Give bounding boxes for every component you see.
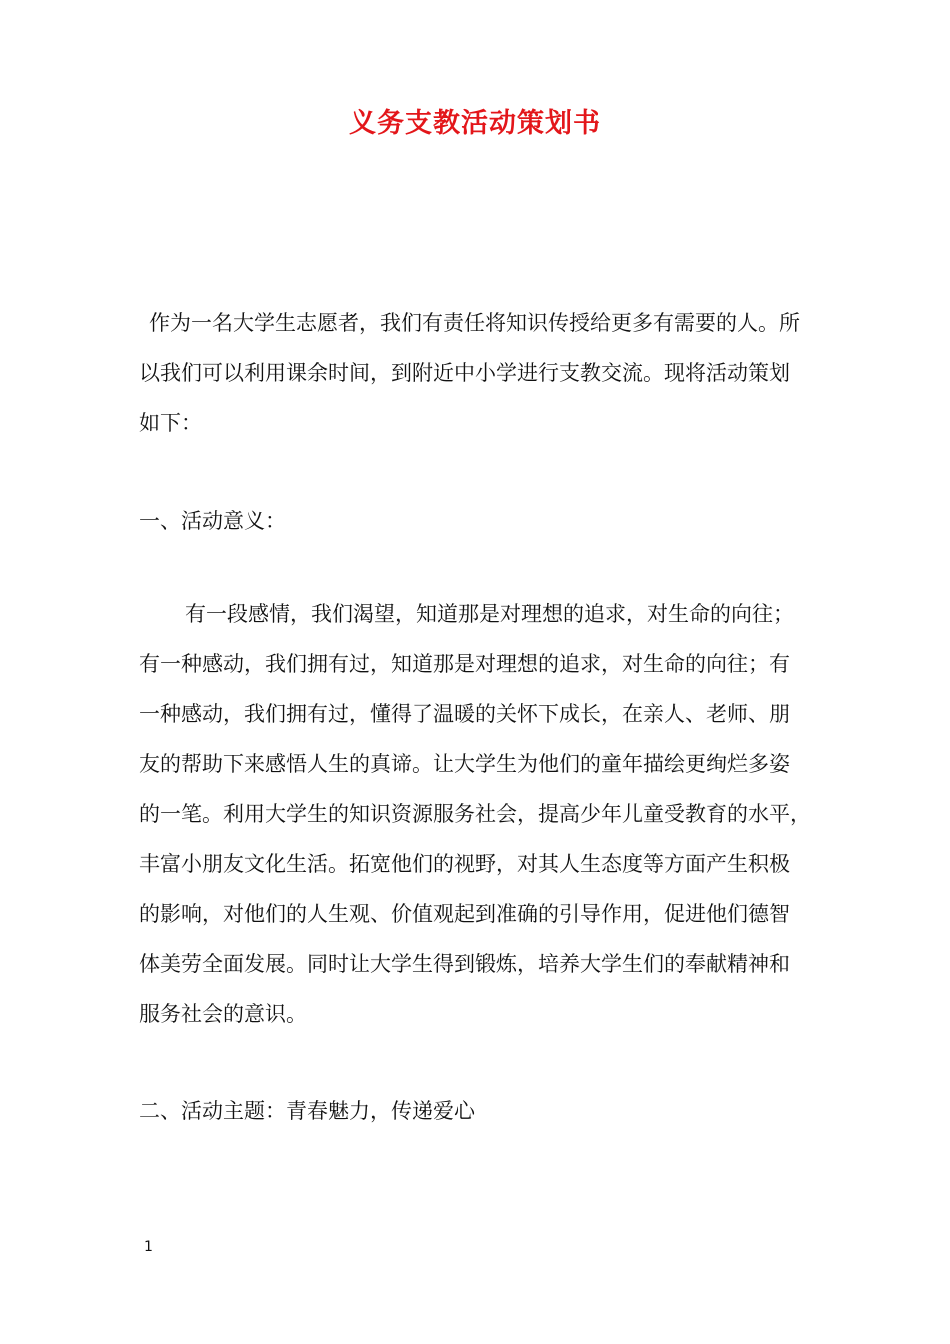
paragraph-line: 友的帮助下来感悟人生的真谛。让大学生为他们的童年描绘更绚烂多姿	[139, 752, 790, 776]
section-heading-theme: 二、活动主题：青春魅力，传递爱心	[139, 1099, 475, 1123]
section-meaning-paragraph	[139, 589, 811, 1039]
intro-line: 作为一名大学生志愿者，我们有责任将知识传授给更多有需要的人。所	[149, 311, 800, 335]
intro-line: 以我们可以利用课余时间，到附近中小学进行支教交流。现将活动策划	[139, 361, 790, 385]
paragraph-line: 一种感动，我们拥有过，懂得了温暖的关怀下成长，在亲人、老师、朋	[139, 702, 790, 726]
paragraph-line: 体美劳全面发展。同时让大学生得到锻炼，培养大学生们的奉献精神和	[139, 952, 790, 976]
paragraph-line: 服务社会的意识。	[139, 1002, 307, 1026]
intro-line: 如下：	[139, 411, 202, 435]
paragraph-line: 的影响，对他们的人生观、价值观起到准确的引导作用，促进他们德智	[139, 902, 790, 926]
paragraph-line: 的一笔。利用大学生的知识资源服务社会，提高少年儿童受教育的水平，	[139, 802, 811, 826]
page-number: 1	[144, 1239, 153, 1255]
paragraph-line: 有一种感动，我们拥有过，知道那是对理想的追求，对生命的向往；有	[139, 652, 790, 676]
paragraph-line: 有一段感情，我们渴望，知道那是对理想的追求，对生命的向往；	[185, 602, 794, 626]
paragraph-line: 丰富小朋友文化生活。拓宽他们的视野，对其人生态度等方面产生积极	[139, 852, 790, 876]
intro-paragraph	[139, 298, 811, 448]
document-title: 义务支教活动策划书	[349, 108, 601, 139]
section-heading-meaning: 一、活动意义：	[139, 509, 286, 533]
